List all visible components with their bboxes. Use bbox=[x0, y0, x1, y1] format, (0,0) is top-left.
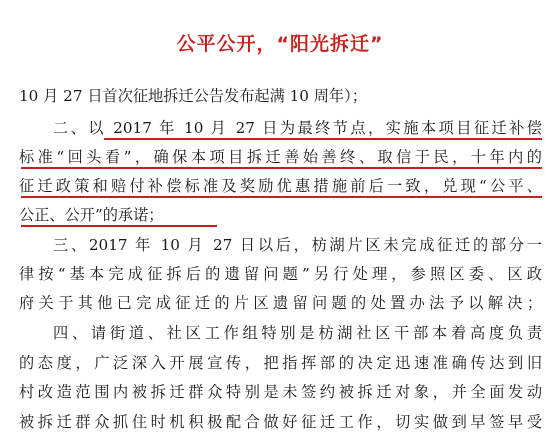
text-line-10: 的态度，广泛深入开展宣传，把指挥部的决定迅速准确传达到旧 bbox=[19, 354, 542, 372]
text-line-7: 律按“基本完成征拆后的遗留问题”另行处理，参照区委、区政 bbox=[19, 265, 542, 283]
article-title: 公平公开，“阳光拆迁” bbox=[176, 33, 384, 55]
highlight-underline-1 bbox=[104, 138, 542, 140]
text-line-4: 征迁政策和赔付补偿标准及奖励优惠措施前后一致，兑现“公平、 bbox=[19, 177, 542, 195]
text-line-8: 府关于其他已完成征迁的片区遗留问题的处置办法予以解决； bbox=[19, 294, 542, 312]
text-line-2: 二、以 2017 年 10 月 27 日为最终节点，实施本项目征迁补偿 bbox=[53, 119, 542, 137]
text-line-11: 村改造范围内被拆迁群众特别是未签约被拆迁对象，并全面发动 bbox=[19, 383, 542, 401]
highlight-underline-4 bbox=[21, 225, 217, 227]
text-line-12: 被拆迁群众抓住时机积极配合做好征迁工作，切实做到早签早受 bbox=[19, 413, 542, 431]
text-line-5: 公正、公开”的承诺； bbox=[19, 206, 164, 224]
text-line-1: 10 月 27 日首次征地拆迁公告发布起满 10 周年）； bbox=[19, 87, 367, 105]
highlight-underline-2 bbox=[21, 167, 542, 169]
text-line-9: 四、请街道、社区工作组特别是枋湖社区干部本着高度负责 bbox=[53, 324, 542, 342]
highlight-underline-3 bbox=[21, 196, 542, 198]
text-line-6: 三、2017 年 10 月 27 日以后，枋湖片区未完成征迁的部分一 bbox=[53, 236, 542, 254]
text-line-3: 标准“回头看”，确保本项目拆迁善始善终、取信于民，十年内的 bbox=[19, 148, 542, 166]
